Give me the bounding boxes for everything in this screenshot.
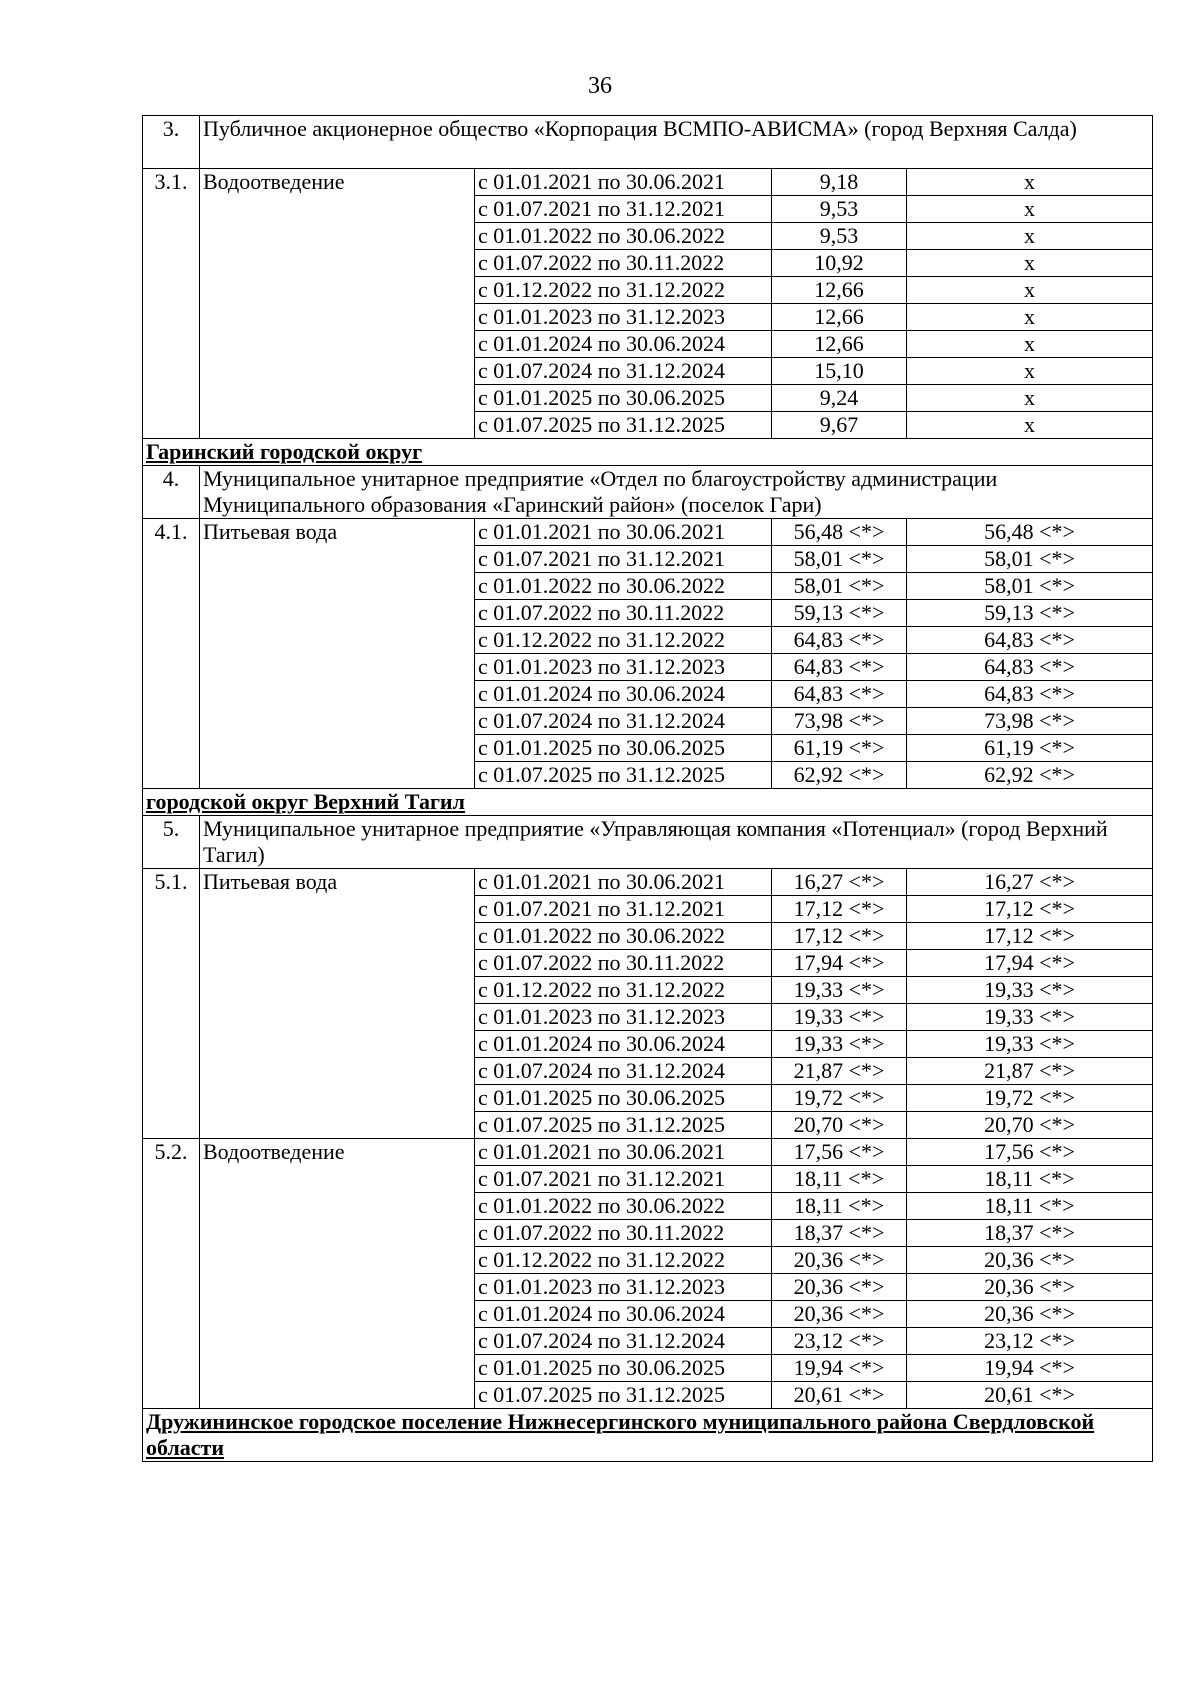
section-row	[143, 1409, 1153, 1462]
tariff-value-vat-cell: 18,11 <*>	[907, 1166, 1153, 1193]
tariff-value-vat-cell: 59,13 <*>	[907, 600, 1153, 627]
tariff-value-vat-cell: 17,12 <*>	[907, 896, 1153, 923]
tariff-value-vat-cell: 19,72 <*>	[907, 1085, 1153, 1112]
tariff-value-cell: 20,36 <*>	[772, 1301, 907, 1328]
tariff-value-cell: 19,72 <*>	[772, 1085, 907, 1112]
tariff-value-vat-cell: 64,83 <*>	[907, 654, 1153, 681]
tariff-value-vat-cell: 61,19 <*>	[907, 735, 1153, 762]
period-cell: с 01.01.2024 по 30.06.2024	[475, 331, 772, 358]
tariff-value-cell: 58,01 <*>	[772, 546, 907, 573]
period-cell: с 01.07.2021 по 31.12.2021	[475, 546, 772, 573]
tariff-value-vat-cell: 64,83 <*>	[907, 627, 1153, 654]
tariff-row	[143, 169, 1153, 196]
tariff-value-vat-cell: 64,83 <*>	[907, 681, 1153, 708]
period-cell: с 01.12.2022 по 31.12.2022	[475, 627, 772, 654]
period-cell: с 01.01.2024 по 30.06.2024	[475, 1301, 772, 1328]
section-title: Дружининское городское поселение Нижнесергинского муниципального района Свердловской области	[143, 1409, 1153, 1462]
tariff-value-vat-cell: 73,98 <*>	[907, 708, 1153, 735]
service-number: 4.1.	[143, 519, 200, 789]
tariff-value-vat-cell: х	[907, 277, 1153, 304]
tariff-value-vat-cell: 19,33 <*>	[907, 1004, 1153, 1031]
tariff-value-cell: 9,67	[772, 412, 907, 439]
tariff-value-vat-cell: х	[907, 250, 1153, 277]
period-cell: с 01.07.2021 по 31.12.2021	[475, 196, 772, 223]
period-cell: с 01.01.2023 по 31.12.2023	[475, 654, 772, 681]
tariff-value-cell: 17,12 <*>	[772, 896, 907, 923]
tariff-value-vat-cell: 17,94 <*>	[907, 950, 1153, 977]
org-number: 4.	[143, 466, 200, 519]
period-cell: с 01.07.2022 по 30.11.2022	[475, 950, 772, 977]
period-cell: с 01.07.2025 по 31.12.2025	[475, 1382, 772, 1409]
period-cell: с 01.01.2022 по 30.06.2022	[475, 573, 772, 600]
period-cell: с 01.01.2025 по 30.06.2025	[475, 735, 772, 762]
period-cell: с 01.07.2025 по 31.12.2025	[475, 412, 772, 439]
tariff-value-cell: 16,27 <*>	[772, 869, 907, 896]
service-number: 3.1.	[143, 169, 200, 439]
tariff-value-vat-cell: 18,11 <*>	[907, 1193, 1153, 1220]
tariff-value-cell: 17,94 <*>	[772, 950, 907, 977]
period-cell: с 01.01.2023 по 31.12.2023	[475, 304, 772, 331]
tariff-value-vat-cell: х	[907, 331, 1153, 358]
tariff-value-vat-cell: х	[907, 196, 1153, 223]
tariff-value-vat-cell: 21,87 <*>	[907, 1058, 1153, 1085]
section-title: Гаринский городской округ	[143, 439, 1153, 466]
period-cell: с 01.07.2022 по 30.11.2022	[475, 600, 772, 627]
service-name: Питьевая вода	[200, 519, 475, 789]
tariff-value-vat-cell: 19,94 <*>	[907, 1355, 1153, 1382]
tariff-value-cell: 9,18	[772, 169, 907, 196]
tariff-value-cell: 18,11 <*>	[772, 1166, 907, 1193]
service-name: Водоотведение	[200, 169, 475, 439]
service-name: Водоотведение	[200, 1139, 475, 1409]
period-cell: с 01.07.2024 по 31.12.2024	[475, 1328, 772, 1355]
org-row	[143, 466, 1153, 519]
period-cell: с 01.01.2023 по 31.12.2023	[475, 1004, 772, 1031]
period-cell: с 01.01.2022 по 30.06.2022	[475, 923, 772, 950]
service-number: 5.1.	[143, 869, 200, 1139]
period-cell: с 01.01.2025 по 30.06.2025	[475, 385, 772, 412]
tariff-value-cell: 19,33 <*>	[772, 977, 907, 1004]
tariff-value-cell: 19,33 <*>	[772, 1031, 907, 1058]
tariff-value-vat-cell: 20,36 <*>	[907, 1247, 1153, 1274]
period-cell: с 01.01.2021 по 30.06.2021	[475, 869, 772, 896]
section-title: городской округ Верхний Тагил	[143, 789, 1153, 816]
tariff-value-cell: 61,19 <*>	[772, 735, 907, 762]
tariff-row	[143, 869, 1153, 896]
tariff-value-vat-cell: х	[907, 412, 1153, 439]
tariff-value-vat-cell: х	[907, 385, 1153, 412]
tariff-value-vat-cell: 20,61 <*>	[907, 1382, 1153, 1409]
period-cell: с 01.01.2023 по 31.12.2023	[475, 1274, 772, 1301]
tariff-value-cell: 23,12 <*>	[772, 1328, 907, 1355]
tariff-value-cell: 9,53	[772, 196, 907, 223]
tariff-value-vat-cell: 19,33 <*>	[907, 977, 1153, 1004]
tariff-value-cell: 18,11 <*>	[772, 1193, 907, 1220]
tariff-value-cell: 59,13 <*>	[772, 600, 907, 627]
org-name: Муниципальное унитарное предприятие «Отдел по благоустройству администрации Муниципального образования «Гаринский район» (поселок Гари)	[200, 466, 1153, 519]
tariff-value-cell: 20,36 <*>	[772, 1274, 907, 1301]
tariff-value-cell: 17,12 <*>	[772, 923, 907, 950]
tariff-value-cell: 58,01 <*>	[772, 573, 907, 600]
tariff-value-vat-cell: х	[907, 358, 1153, 385]
period-cell: с 01.07.2025 по 31.12.2025	[475, 762, 772, 789]
tariff-value-vat-cell: 19,33 <*>	[907, 1031, 1153, 1058]
period-cell: с 01.12.2022 по 31.12.2022	[475, 1247, 772, 1274]
tariff-value-vat-cell: 16,27 <*>	[907, 869, 1153, 896]
period-cell: с 01.01.2024 по 30.06.2024	[475, 681, 772, 708]
tariff-value-vat-cell: х	[907, 169, 1153, 196]
tariff-value-vat-cell: 17,12 <*>	[907, 923, 1153, 950]
tariff-value-cell: 64,83 <*>	[772, 627, 907, 654]
org-number: 3.	[143, 116, 200, 169]
period-cell: с 01.07.2022 по 30.11.2022	[475, 250, 772, 277]
period-cell: с 01.07.2021 по 31.12.2021	[475, 896, 772, 923]
tariff-value-vat-cell: 20,36 <*>	[907, 1301, 1153, 1328]
tariff-value-cell: 56,48 <*>	[772, 519, 907, 546]
period-cell: с 01.01.2025 по 30.06.2025	[475, 1355, 772, 1382]
section-row	[143, 439, 1153, 466]
tariff-value-vat-cell: 58,01 <*>	[907, 546, 1153, 573]
tariff-value-cell: 12,66	[772, 277, 907, 304]
period-cell: с 01.07.2021 по 31.12.2021	[475, 1166, 772, 1193]
period-cell: с 01.01.2021 по 30.06.2021	[475, 519, 772, 546]
tariff-row	[143, 519, 1153, 546]
tariff-value-cell: 19,94 <*>	[772, 1355, 907, 1382]
tariff-value-cell: 12,66	[772, 304, 907, 331]
org-name: Публичное акционерное общество «Корпорация ВСМПО-АВИСМА» (город Верхняя Салда)	[200, 116, 1153, 169]
tariff-value-vat-cell: х	[907, 304, 1153, 331]
tariff-value-vat-cell: 17,56 <*>	[907, 1139, 1153, 1166]
tariff-value-cell: 18,37 <*>	[772, 1220, 907, 1247]
period-cell: с 01.07.2022 по 30.11.2022	[475, 1220, 772, 1247]
tariff-value-cell: 21,87 <*>	[772, 1058, 907, 1085]
tariff-value-cell: 9,53	[772, 223, 907, 250]
period-cell: с 01.07.2024 по 31.12.2024	[475, 358, 772, 385]
tariff-value-cell: 20,61 <*>	[772, 1382, 907, 1409]
page-number: 36	[588, 73, 612, 99]
tariff-value-cell: 73,98 <*>	[772, 708, 907, 735]
service-number: 5.2.	[143, 1139, 200, 1409]
tariff-table	[142, 115, 1153, 1462]
tariff-value-cell: 62,92 <*>	[772, 762, 907, 789]
period-cell: с 01.12.2022 по 31.12.2022	[475, 277, 772, 304]
tariff-value-cell: 19,33 <*>	[772, 1004, 907, 1031]
tariff-value-vat-cell: 20,70 <*>	[907, 1112, 1153, 1139]
tariff-value-cell: 15,10	[772, 358, 907, 385]
period-cell: с 01.01.2022 по 30.06.2022	[475, 223, 772, 250]
tariff-row	[143, 1139, 1153, 1166]
tariff-value-cell: 64,83 <*>	[772, 681, 907, 708]
section-row	[143, 789, 1153, 816]
period-cell: с 01.07.2024 по 31.12.2024	[475, 708, 772, 735]
period-cell: с 01.01.2021 по 30.06.2021	[475, 169, 772, 196]
tariff-value-cell: 9,24	[772, 385, 907, 412]
period-cell: с 01.01.2022 по 30.06.2022	[475, 1193, 772, 1220]
tariff-value-vat-cell: 56,48 <*>	[907, 519, 1153, 546]
period-cell: с 01.01.2021 по 30.06.2021	[475, 1139, 772, 1166]
tariff-value-cell: 10,92	[772, 250, 907, 277]
period-cell: с 01.01.2025 по 30.06.2025	[475, 1085, 772, 1112]
org-row	[143, 116, 1153, 169]
tariff-value-vat-cell: 18,37 <*>	[907, 1220, 1153, 1247]
tariff-value-vat-cell: 20,36 <*>	[907, 1274, 1153, 1301]
tariff-value-cell: 20,70 <*>	[772, 1112, 907, 1139]
tariff-value-vat-cell: 58,01 <*>	[907, 573, 1153, 600]
tariff-value-cell: 17,56 <*>	[772, 1139, 907, 1166]
tariff-table-body	[143, 116, 1153, 1462]
tariff-value-vat-cell: х	[907, 223, 1153, 250]
tariff-value-vat-cell: 23,12 <*>	[907, 1328, 1153, 1355]
org-name: Муниципальное унитарное предприятие «Управляющая компания «Потенциал» (город Верхний Тагил)	[200, 816, 1153, 869]
org-row	[143, 816, 1153, 869]
service-name: Питьевая вода	[200, 869, 475, 1139]
tariff-value-vat-cell: 62,92 <*>	[907, 762, 1153, 789]
tariff-value-cell: 64,83 <*>	[772, 654, 907, 681]
period-cell: с 01.12.2022 по 31.12.2022	[475, 977, 772, 1004]
org-number: 5.	[143, 816, 200, 869]
period-cell: с 01.01.2024 по 30.06.2024	[475, 1031, 772, 1058]
period-cell: с 01.07.2025 по 31.12.2025	[475, 1112, 772, 1139]
period-cell: с 01.07.2024 по 31.12.2024	[475, 1058, 772, 1085]
tariff-value-cell: 20,36 <*>	[772, 1247, 907, 1274]
tariff-value-cell: 12,66	[772, 331, 907, 358]
